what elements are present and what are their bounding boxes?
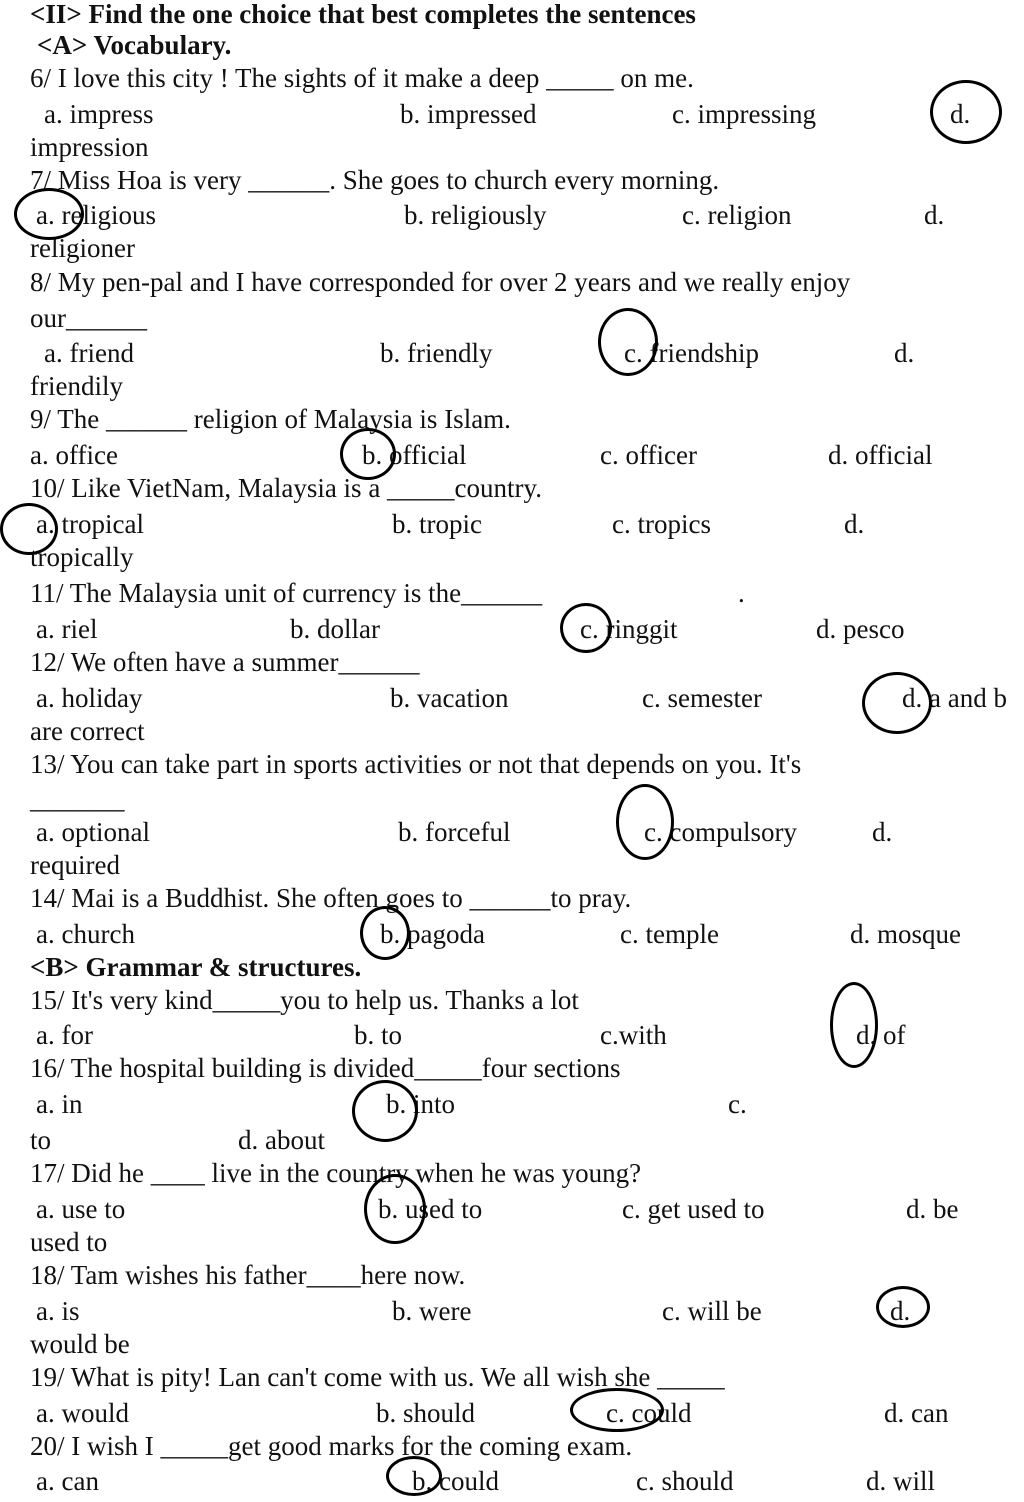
question-13-stem-cont: _______	[30, 784, 125, 814]
question-12-option-c: c. semester	[642, 683, 762, 713]
question-11-option-c: c. ringgit	[580, 614, 678, 644]
question-8-option-d-cont: friendily	[30, 371, 123, 401]
question-17-option-c: c. get used to	[622, 1194, 765, 1224]
question-10-stem: 10/ Like VietNam, Malaysia is a _____country.	[30, 473, 543, 503]
question-14-option-b: b. pagoda	[380, 919, 485, 949]
question-20-option-c: c. should	[636, 1466, 734, 1496]
question-7-option-d-cont: religioner	[30, 233, 135, 263]
answer-circle-q19	[570, 1388, 664, 1432]
question-17-stem: 17/ Did he ____ live in the country when he was young?	[30, 1158, 642, 1188]
question-10-option-b: b. tropic	[392, 509, 482, 539]
question-10-option-d: d.	[844, 509, 865, 539]
question-15-option-c: c.with	[600, 1020, 667, 1050]
grammar-heading: <B> Grammar & structures.	[30, 952, 362, 982]
question-16-option-b: b. into	[386, 1089, 456, 1119]
question-9-stem: 9/ The ______ religion of Malaysia is Islam.	[30, 404, 511, 434]
vocabulary-heading: <A> Vocabulary.	[37, 30, 232, 60]
question-11-option-a: a. riel	[36, 614, 98, 644]
question-12-option-b: b. vacation	[390, 683, 509, 713]
question-12-option-d-cont: are correct	[30, 716, 145, 746]
question-16-option-d: d. about	[238, 1125, 325, 1155]
question-16-option-c-cont: to	[30, 1125, 52, 1155]
question-11-option-b: b. dollar	[290, 614, 380, 644]
question-18-option-d-cont: would be	[30, 1329, 130, 1359]
answer-circle-q11	[560, 603, 612, 653]
question-19-stem: 19/ What is pity! Lan can't come with us. We all wish she _____	[30, 1362, 725, 1392]
question-17-option-a: a. use to	[36, 1194, 126, 1224]
question-8-stem-cont: our______	[30, 303, 147, 333]
question-13-stem: 13/ You can take part in sports activities or not that depends on you. It's	[30, 749, 802, 779]
answer-circle-q8	[598, 308, 658, 376]
question-16-option-a: a. in	[36, 1089, 83, 1119]
question-18-stem: 18/ Tam wishes his father____here now.	[30, 1260, 466, 1290]
answer-circle-q20	[386, 1456, 442, 1496]
question-8-option-c: c. friendship	[624, 338, 759, 368]
question-15-option-d: d. of	[856, 1020, 906, 1050]
question-7-stem: 7/ Miss Hoa is very ______. She goes to church every morning.	[30, 165, 720, 195]
question-18-option-c: c. will be	[662, 1296, 762, 1326]
question-14-option-d: d. mosque	[850, 919, 961, 949]
answer-circle-q13	[616, 784, 674, 860]
answer-circle-q7	[14, 188, 84, 240]
answer-circle-q12	[862, 672, 932, 734]
answer-circle-q15	[830, 982, 878, 1068]
question-14-option-c: c. temple	[620, 919, 719, 949]
question-13-option-a: a. optional	[36, 817, 150, 847]
question-19-option-d: d. can	[884, 1398, 949, 1428]
answer-circle-q17	[364, 1174, 426, 1244]
question-7-option-b: b. religiously	[404, 200, 547, 230]
question-12-option-a: a. holiday	[36, 683, 143, 713]
question-6-option-a: a. impress	[44, 99, 154, 129]
question-20-option-d: d. will	[866, 1466, 936, 1496]
question-17-option-d-cont: used to	[30, 1227, 108, 1257]
question-18-option-a: a. is	[36, 1296, 80, 1326]
question-18-option-b: b. were	[392, 1296, 472, 1326]
question-7-option-c: c. religion	[682, 200, 792, 230]
question-12-option-d: d. a and b	[902, 683, 1007, 713]
question-19-option-b: b. should	[376, 1398, 476, 1428]
question-9-option-c: c. officer	[600, 440, 697, 470]
question-11-stem-end: .	[738, 578, 745, 608]
question-10-option-a: a. tropical	[36, 509, 144, 539]
question-16-stem: 16/ The hospital building is divided_____four sections	[30, 1053, 621, 1083]
question-19-option-c: c. could	[606, 1398, 692, 1428]
question-13-option-c: c. compulsory	[644, 817, 797, 847]
section-title: <II> Find the one choice that best completes the sentences	[30, 0, 696, 29]
question-16-option-c: c.	[728, 1089, 747, 1119]
question-15-stem: 15/ It's very kind_____you to help us. Thanks a lot	[30, 985, 579, 1015]
question-9-option-a: a. office	[30, 440, 118, 470]
question-20-option-b: b. could	[412, 1466, 499, 1496]
question-10-option-c: c. tropics	[612, 509, 711, 539]
question-13-option-b: b. forceful	[398, 817, 511, 847]
question-8-option-a: a. friend	[44, 338, 134, 368]
answer-circle-q6	[930, 80, 1002, 144]
question-6-option-b: b. impressed	[400, 99, 537, 129]
answer-circle-q9	[340, 428, 396, 480]
question-14-stem: 14/ Mai is a Buddhist. She often goes to ______to pray.	[30, 883, 632, 913]
question-13-option-d-cont: required	[30, 850, 120, 880]
question-15-option-b: b. to	[354, 1020, 403, 1050]
question-13-option-d: d.	[872, 817, 893, 847]
question-7-option-a: a. religious	[36, 200, 156, 230]
answer-circle-q14	[360, 906, 410, 960]
question-8-option-b: b. friendly	[380, 338, 493, 368]
question-11-stem: 11/ The Malaysia unit of currency is the______	[30, 578, 543, 608]
question-20-option-a: a. can	[36, 1466, 99, 1496]
question-6-stem: 6/ I love this city ! The sights of it make a deep _____ on me.	[30, 63, 694, 93]
question-11-option-d: d. pesco	[816, 614, 905, 644]
question-10-option-d-cont: tropically	[30, 542, 134, 572]
question-12-stem: 12/ We often have a summer______	[30, 647, 420, 677]
question-8-option-d: d.	[894, 338, 915, 368]
question-15-option-a: a. for	[36, 1020, 93, 1050]
question-7-option-d: d.	[924, 200, 945, 230]
question-6-option-c: c. impressing	[672, 99, 816, 129]
question-9-option-d: d. official	[828, 440, 933, 470]
question-17-option-b: b. used to	[378, 1194, 483, 1224]
question-14-option-a: a. church	[36, 919, 135, 949]
answer-circle-q18	[876, 1286, 930, 1328]
question-17-option-d: d. be	[906, 1194, 959, 1224]
question-6-option-d: d.	[950, 99, 971, 129]
answer-circle-q16	[352, 1080, 418, 1142]
question-18-option-d: d.	[890, 1296, 911, 1326]
question-6-option-d-cont: impression	[30, 132, 149, 162]
question-9-option-b: b. official	[362, 440, 467, 470]
question-20-stem: 20/ I wish I _____get good marks for the coming exam.	[30, 1431, 633, 1461]
answer-circle-q10	[0, 503, 58, 555]
question-8-stem: 8/ My pen-pal and I have corresponded for over 2 years and we really enjoy	[30, 267, 851, 297]
question-19-option-a: a. would	[36, 1398, 129, 1428]
